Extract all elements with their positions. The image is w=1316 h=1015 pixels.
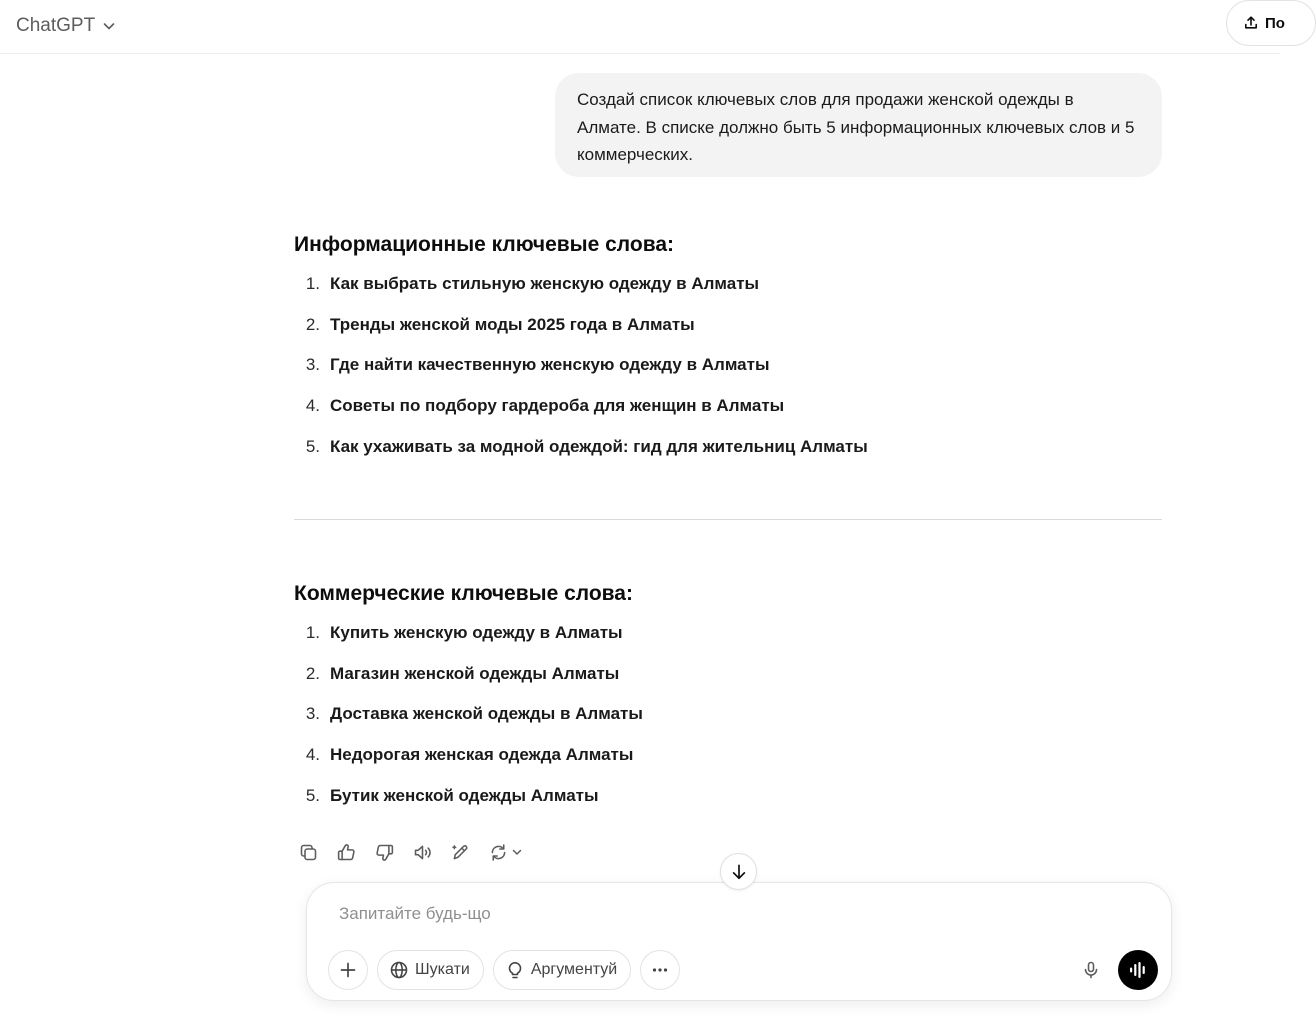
reason-label: Аргументуй (530, 961, 618, 978)
list-item (294, 775, 1162, 816)
top-bar (0, 0, 1285, 54)
list-item (294, 694, 1162, 735)
more-horizontal-icon (650, 960, 670, 980)
list-number: 3. (305, 704, 320, 724)
regenerate-icon (488, 842, 509, 863)
list-text: Советы по подбору гардероба для женщин в Алматы (330, 396, 785, 416)
list-number: 5. (305, 436, 320, 456)
share-icon (1243, 15, 1259, 31)
search-button[interactable] (377, 950, 484, 990)
section-heading-commercial: Коммерческие ключевые слова: (294, 582, 633, 605)
prompt-input[interactable] (337, 901, 1037, 927)
composer-tools (328, 950, 680, 990)
list-text: Бутик женской одежды Алматы (330, 785, 599, 805)
list-item (294, 426, 1162, 467)
list-item (294, 305, 1162, 346)
scroll-to-bottom-button[interactable] (720, 853, 757, 890)
edit-in-canvas-button[interactable] (444, 836, 476, 868)
list-item (294, 613, 1162, 654)
copy-icon (298, 842, 319, 863)
model-name: ChatGPT (16, 15, 96, 36)
plus-icon (338, 960, 358, 980)
copy-button[interactable] (292, 836, 324, 868)
list-number: 1. (305, 274, 320, 294)
list-number: 2. (305, 663, 320, 683)
search-label: Шукати (415, 961, 470, 978)
edit-canvas-icon (450, 842, 471, 863)
microphone-icon (1081, 960, 1101, 980)
list-text: Доставка женской одежды в Алматы (330, 704, 643, 724)
read-aloud-button[interactable] (406, 836, 438, 868)
commercial-keyword-list (294, 613, 1162, 816)
more-tools-button[interactable] (640, 950, 680, 990)
message-composer (306, 882, 1172, 1001)
list-text: Как ухаживать за модной одеждой: гид для жительниц Алматы (330, 436, 868, 456)
list-text: Купить женскую одежду в Алматы (330, 623, 623, 643)
informational-keyword-list (294, 264, 1162, 467)
section-heading-informational: Информационные ключевые слова: (294, 233, 674, 256)
assistant-response-commercial (294, 575, 1162, 816)
read-aloud-icon (412, 842, 433, 863)
voice-waveform-icon (1127, 959, 1149, 981)
list-item (294, 264, 1162, 305)
regenerate-button[interactable] (482, 836, 528, 868)
user-message-bubble: Создай список ключевых слов для продажи женской одежды в Алмате. В списке должно быть 5 информационных ключевых слов и 5 коммерческих. (555, 73, 1162, 177)
share-label: По (1265, 14, 1285, 32)
share-button[interactable] (1226, 0, 1316, 46)
list-number: 4. (305, 396, 320, 416)
thumbs-down-icon (374, 842, 395, 863)
message-action-bar (292, 836, 528, 868)
list-text: Магазин женской одежды Алматы (330, 663, 620, 683)
list-text: Где найти качественную женскую одежду в Алматы (330, 355, 770, 375)
chevron-down-icon (511, 846, 523, 858)
bad-response-button[interactable] (368, 836, 400, 868)
lightbulb-icon (505, 960, 525, 980)
list-number: 1. (305, 623, 320, 643)
list-number: 4. (305, 745, 320, 765)
arrow-down-icon (729, 862, 749, 882)
list-item (294, 735, 1162, 776)
dictate-button[interactable] (1071, 950, 1111, 990)
list-item (294, 654, 1162, 695)
list-item (294, 386, 1162, 427)
list-number: 5. (305, 785, 320, 805)
chevron-down-icon (101, 18, 117, 34)
attach-button[interactable] (328, 950, 368, 990)
good-response-button[interactable] (330, 836, 362, 868)
thumbs-up-icon (336, 842, 357, 863)
globe-icon (389, 960, 409, 980)
assistant-response (294, 226, 1162, 467)
list-item (294, 345, 1162, 386)
section-divider (294, 519, 1162, 520)
list-number: 3. (305, 355, 320, 375)
voice-mode-button[interactable] (1118, 950, 1158, 990)
model-selector[interactable] (8, 9, 125, 43)
list-number: 2. (305, 314, 320, 334)
list-text: Тренды женской моды 2025 года в Алматы (330, 314, 695, 334)
list-text: Недорогая женская одежда Алматы (330, 745, 634, 765)
reason-button[interactable] (493, 950, 631, 990)
list-text: Как выбрать стильную женскую одежду в Алматы (330, 274, 760, 294)
